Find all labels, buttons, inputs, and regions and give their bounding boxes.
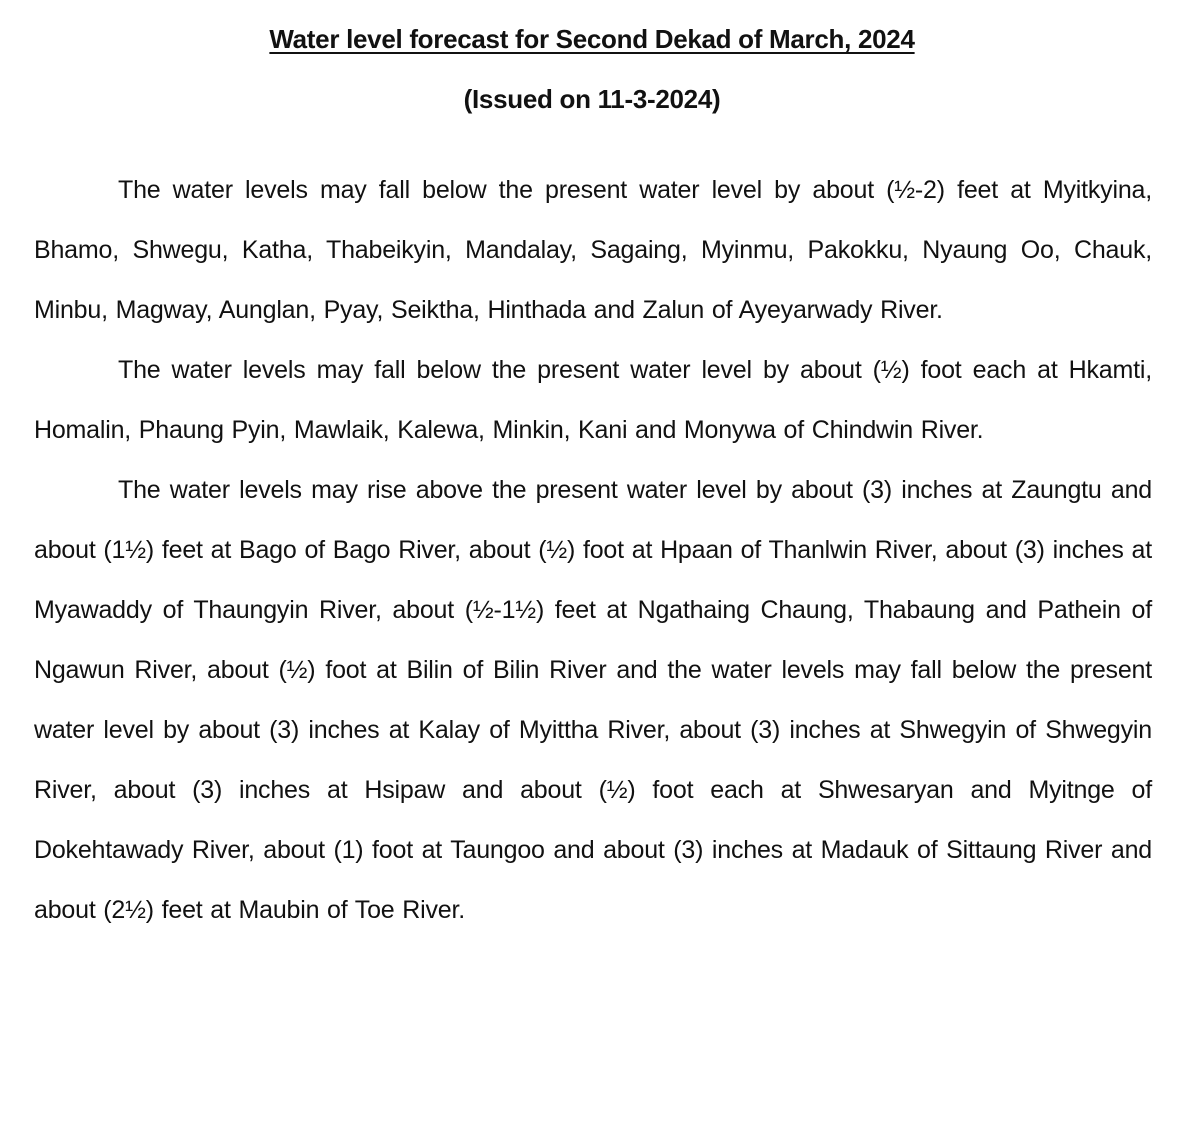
paragraph-ayeyarwady: The water levels may fall below the present water level by about (½-2) feet at Myitkyina, Bhamo, Shwegu, Katha, Thabeikyin, Mandalay, Sagaing, Myinmu, Pakokku, Nyaung Oo, Chauk, Minbu, Magway, Aunglan, Pyay, Seiktha, Hinthada and Zalun of Ayeyarwady River.	[34, 176, 1152, 324]
document-title: Water level forecast for Second Dekad of March, 2024	[269, 24, 915, 54]
paragraph-chindwin: The water levels may fall below the present water level by about (½) foot each at Hkamti, Homalin, Phaung Pyin, Mawlaik, Kalewa, Minkin, Kani and Monywa of Chindwin River.	[34, 356, 1152, 444]
issue-date: (Issued on 11-3-2024)	[463, 84, 721, 114]
forecast-body	[34, 160, 1152, 940]
paragraph-other-rivers: The water levels may rise above the present water level by about (3) inches at Zaungtu and about (1½) feet at Bago of Bago River, about (½) foot at Hpaan of Thanlwin River, about (3) inches at Myawaddy of Thaungyin River, about (½-1½) feet at Ngathaing Chaung, Thabaung and Pathein of Ngawun River, about (½) foot at Bilin of Bilin River and the water levels may fall below the present water level by about (3) inches at Kalay of Myittha River, about (3) inches at Shwegyin of Shwegyin River, about (3) inches at Hsipaw and about (½) foot each at Shwesaryan and Myitnge of Dokehtawady River, about (1) foot at Taungoo and about (3) inches at Madauk of Sittaung River and about (2½) feet at Maubin of Toe River.	[34, 476, 1152, 924]
